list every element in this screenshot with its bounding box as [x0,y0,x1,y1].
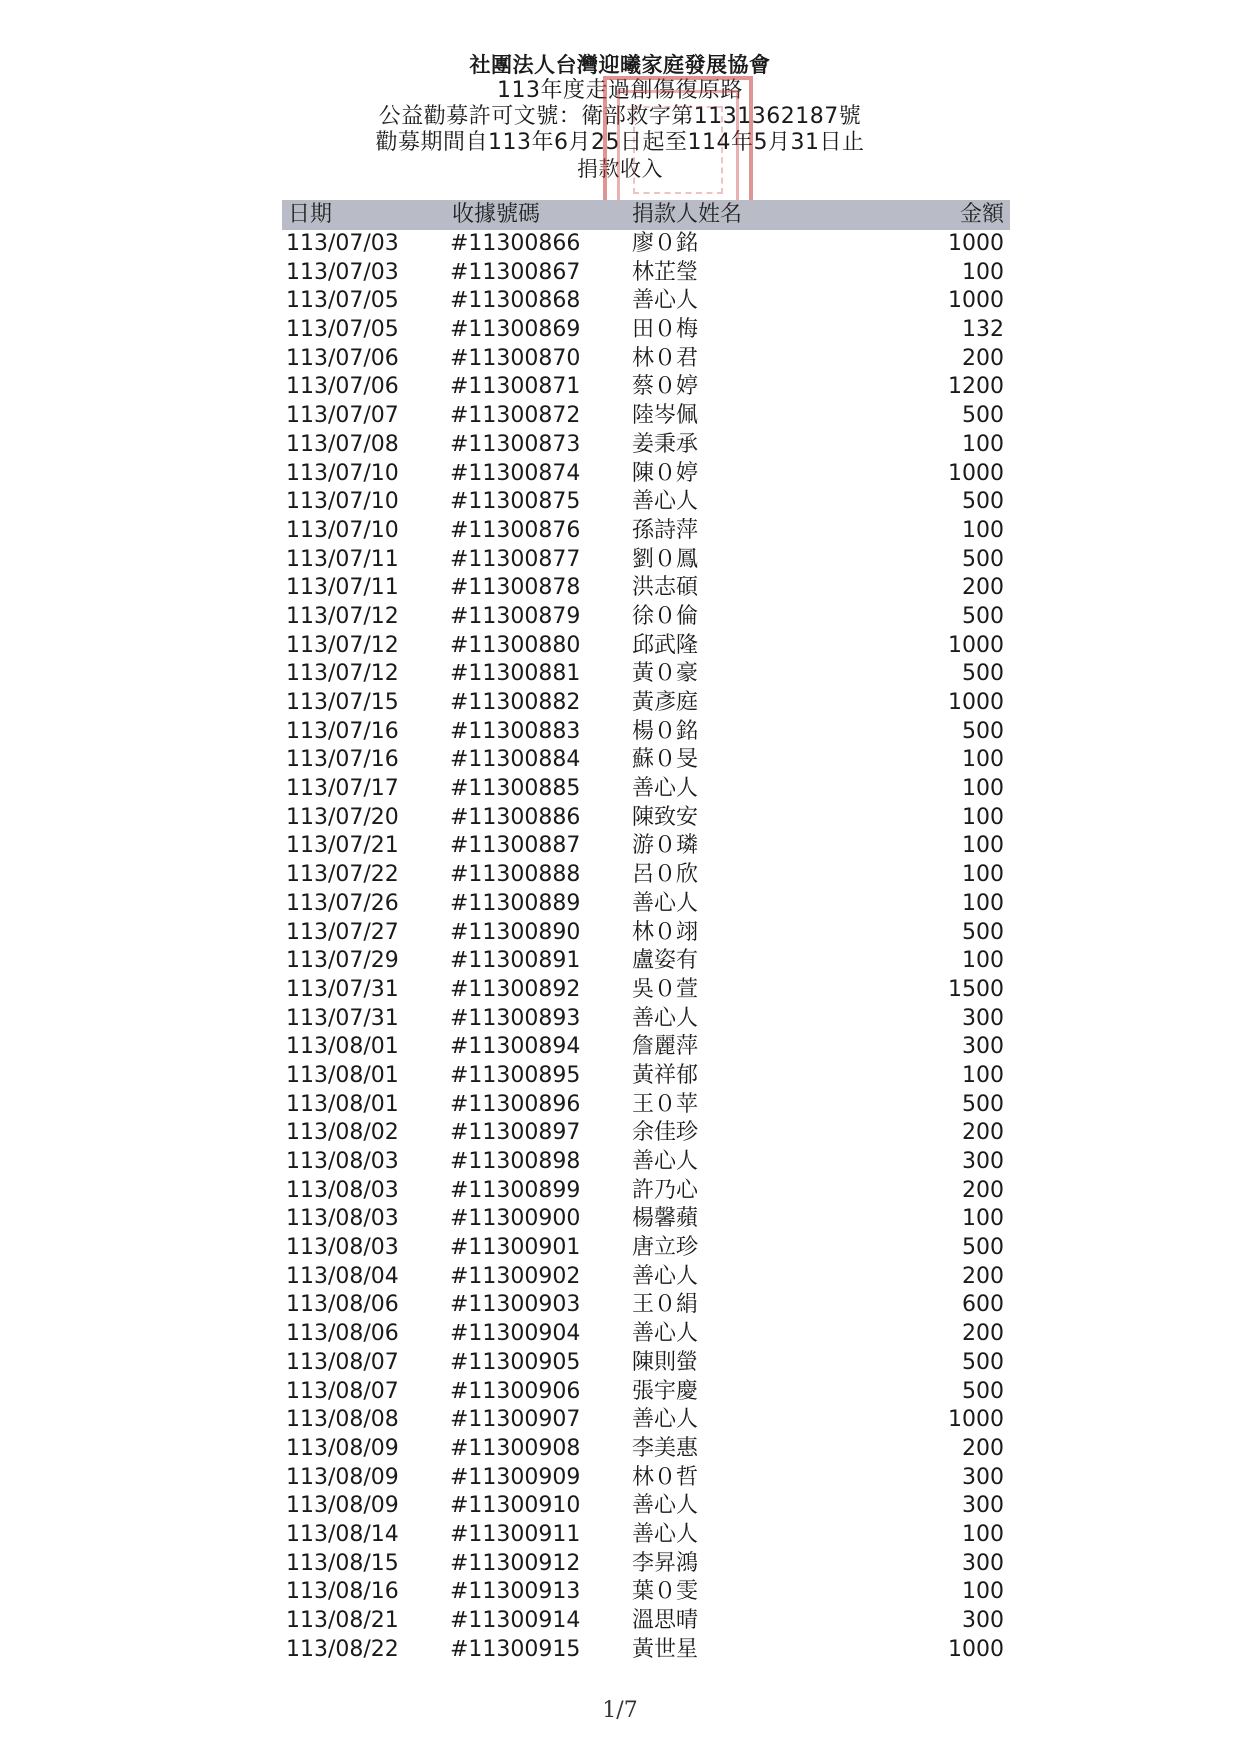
cell-receipt: #11300879 [450,603,581,629]
cell-date: 113/08/01 [286,1034,399,1060]
cell-amount: 300 [962,1034,1004,1060]
table-row [282,1234,1010,1263]
table-row [282,1435,1010,1464]
table-row [282,1091,1010,1120]
cell-date: 113/07/29 [286,948,399,974]
table-row [282,488,1010,517]
cell-date: 113/07/08 [286,431,399,457]
cell-receipt: #11300871 [450,374,581,400]
cell-receipt: #11300874 [450,460,581,486]
cell-amount: 100 [962,259,1004,285]
cell-donor: 善心人 [632,288,699,314]
cell-receipt: #11300912 [450,1550,581,1576]
cell-amount: 1000 [948,1407,1004,1433]
cell-date: 113/07/12 [286,661,399,687]
cell-date: 113/08/21 [286,1608,399,1633]
cell-date: 113/07/12 [286,603,399,629]
table-row [282,746,1010,775]
cell-receipt: #11300914 [450,1608,581,1633]
table-row [282,259,1010,288]
cell-receipt: #11300881 [450,661,581,687]
cell-donor: 呂０欣 [632,862,699,888]
table-row [282,345,1010,374]
table-row [282,603,1010,632]
cell-receipt: #11300883 [450,718,581,744]
cell-date: 113/08/07 [286,1378,399,1404]
table-row [282,1578,1010,1607]
cell-date: 113/07/27 [286,919,399,945]
cell-receipt: #11300908 [450,1435,581,1461]
cell-receipt: #11300902 [450,1263,581,1289]
table-row [282,1005,1010,1034]
cell-amount: 500 [962,919,1004,945]
cell-donor: 劉０鳳 [632,546,699,572]
cell-receipt: #11300890 [450,919,581,945]
table-header [282,200,1010,230]
table-row [282,373,1010,402]
cell-amount: 500 [962,1091,1004,1117]
cell-receipt: #11300866 [450,231,581,256]
cell-donor: 善心人 [632,489,699,515]
table-row [282,1263,1010,1292]
cell-date: 113/07/06 [286,374,399,400]
cell-date: 113/08/03 [286,1177,399,1203]
table-row [282,660,1010,689]
cell-amount: 200 [962,1435,1004,1461]
cell-amount: 1000 [948,288,1004,314]
cell-date: 113/07/05 [286,288,399,314]
cell-receipt: #11300900 [450,1206,581,1232]
cell-amount: 1500 [948,976,1004,1002]
cell-receipt: #11300869 [450,317,581,343]
cell-donor: 林芷瑩 [632,259,699,285]
table-row [282,1464,1010,1493]
cell-receipt: #11300889 [450,890,581,916]
cell-amount: 100 [962,833,1004,859]
cell-date: 113/08/06 [286,1292,399,1318]
table-row [282,804,1010,833]
table-row [282,402,1010,431]
fundraising-period: 勸募期間自113年6月25日起至114年5月31日止 [375,130,865,155]
cell-date: 113/07/26 [286,890,399,916]
cell-donor: 溫思晴 [632,1608,699,1633]
cell-amount: 500 [962,1349,1004,1375]
cell-donor: 善心人 [632,776,699,802]
cell-donor: 姜秉承 [632,431,699,457]
project-title: 113年度走過創傷復原路 [497,78,743,103]
cell-amount: 100 [962,1521,1004,1547]
cell-date: 113/07/10 [286,489,399,515]
page-number: 1/7 [602,1698,638,1723]
cell-amount: 200 [962,1120,1004,1146]
cell-donor: 善心人 [632,1321,699,1347]
table-row [282,1607,1010,1636]
table-row [282,632,1010,661]
table-row [282,1033,1010,1062]
cell-date: 113/07/11 [286,575,399,601]
cell-donor: 陳０婷 [632,460,699,486]
cell-date: 113/07/07 [286,403,399,429]
cell-donor: 善心人 [632,1149,699,1174]
column-header-date: 日期 [288,202,333,227]
cell-donor: 善心人 [632,1005,699,1031]
cell-receipt: #11300885 [450,776,581,802]
cell-amount: 100 [962,517,1004,543]
cell-donor: 徐０倫 [632,603,699,629]
cell-date: 113/07/31 [286,976,399,1002]
cell-date: 113/07/03 [286,259,399,285]
cell-donor: 楊０銘 [632,718,699,744]
cell-amount: 1000 [948,460,1004,486]
cell-date: 113/07/11 [286,546,399,572]
cell-amount: 300 [962,1608,1004,1633]
cell-date: 113/08/01 [286,1091,399,1117]
cell-amount: 200 [962,1263,1004,1289]
cell-amount: 300 [962,1493,1004,1519]
cell-date: 113/07/22 [286,862,399,888]
cell-date: 113/07/03 [286,231,399,256]
table-row [282,718,1010,747]
cell-amount: 600 [962,1292,1004,1318]
cell-receipt: #11300876 [450,517,581,543]
cell-receipt: #11300896 [450,1091,581,1117]
cell-amount: 500 [962,1378,1004,1404]
cell-donor: 蘇０旻 [632,747,699,773]
cell-donor: 林０翊 [632,919,699,945]
cell-amount: 100 [962,1206,1004,1232]
cell-donor: 詹麗萍 [632,1034,699,1060]
cell-donor: 張宇慶 [632,1378,699,1404]
table-body [282,230,1010,1664]
table-row [282,1378,1010,1407]
cell-receipt: #11300872 [450,403,581,429]
cell-receipt: #11300894 [450,1034,581,1060]
table-row [282,775,1010,804]
cell-date: 113/07/15 [286,690,399,715]
cell-date: 113/07/05 [286,317,399,343]
table-row [282,1550,1010,1579]
cell-amount: 1000 [948,690,1004,715]
cell-date: 113/08/15 [286,1550,399,1576]
cell-donor: 黃祥郁 [632,1062,699,1088]
table-row [282,316,1010,345]
table-row [282,517,1010,546]
table-row [282,1521,1010,1550]
column-header-donor: 捐款人姓名 [632,202,743,227]
cell-donor: 吳０萱 [632,976,699,1002]
donation-table [282,200,1010,1664]
cell-amount: 100 [962,431,1004,457]
cell-donor: 葉０雯 [632,1579,699,1605]
cell-date: 113/07/10 [286,460,399,486]
table-row [282,1291,1010,1320]
cell-receipt: #11300884 [450,747,581,773]
cell-donor: 林０哲 [632,1464,699,1490]
cell-receipt: #11300891 [450,948,581,974]
table-row [282,832,1010,861]
cell-amount: 200 [962,1177,1004,1203]
table-row [282,1406,1010,1435]
table-row [282,947,1010,976]
table-row [282,890,1010,919]
cell-amount: 300 [962,1464,1004,1490]
table-row [282,919,1010,948]
table-row [282,230,1010,259]
cell-donor: 王０苹 [632,1091,699,1117]
cell-amount: 100 [962,1579,1004,1605]
table-row [282,1636,1010,1665]
cell-date: 113/08/01 [286,1062,399,1088]
cell-donor: 洪志碩 [632,575,699,601]
cell-amount: 500 [962,603,1004,629]
cell-donor: 陳則螢 [632,1349,699,1375]
cell-date: 113/07/21 [286,833,399,859]
cell-date: 113/07/16 [286,747,399,773]
cell-receipt: #11300886 [450,804,581,830]
cell-date: 113/08/09 [286,1464,399,1490]
cell-amount: 500 [962,1235,1004,1261]
cell-date: 113/07/10 [286,517,399,543]
cell-amount: 100 [962,862,1004,888]
cell-donor: 陸岑佩 [632,403,699,429]
cell-receipt: #11300903 [450,1292,581,1318]
cell-date: 113/08/06 [286,1321,399,1347]
cell-donor: 孫詩萍 [632,517,699,543]
cell-date: 113/08/03 [286,1206,399,1232]
table-row [282,431,1010,460]
cell-donor: 李美惠 [632,1435,699,1461]
cell-date: 113/08/14 [286,1521,399,1547]
cell-amount: 300 [962,1149,1004,1174]
cell-amount: 100 [962,890,1004,916]
table-row [282,1177,1010,1206]
cell-donor: 盧姿有 [632,948,699,974]
cell-receipt: #11300913 [450,1579,581,1605]
cell-donor: 邱武隆 [632,632,699,658]
cell-amount: 100 [962,747,1004,773]
table-row [282,1148,1010,1177]
cell-donor: 許乃心 [632,1177,699,1203]
cell-date: 113/08/03 [286,1235,399,1261]
cell-amount: 500 [962,489,1004,515]
cell-date: 113/07/17 [286,776,399,802]
cell-date: 113/07/20 [286,804,399,830]
cell-date: 113/08/03 [286,1149,399,1174]
table-row [282,976,1010,1005]
cell-donor: 黃０豪 [632,661,699,687]
cell-date: 113/08/07 [286,1349,399,1375]
cell-receipt: #11300893 [450,1005,581,1031]
cell-donor: 楊馨蘋 [632,1206,699,1232]
cell-date: 113/08/22 [286,1636,399,1662]
cell-amount: 500 [962,546,1004,572]
cell-amount: 1000 [948,1636,1004,1662]
table-row [282,460,1010,489]
cell-receipt: #11300880 [450,632,581,658]
cell-donor: 蔡０婷 [632,374,699,400]
cell-receipt: #11300901 [450,1235,581,1261]
organization-name: 社團法人台灣迎曦家庭發展協會 [469,53,771,77]
table-row [282,689,1010,718]
cell-receipt: #11300888 [450,862,581,888]
section-title: 捐款收入 [577,157,663,181]
cell-receipt: #11300915 [450,1636,581,1662]
cell-amount: 100 [962,776,1004,802]
cell-donor: 善心人 [632,1521,699,1547]
cell-receipt: #11300906 [450,1378,581,1404]
cell-receipt: #11300868 [450,288,581,314]
cell-date: 113/08/02 [286,1120,399,1146]
cell-receipt: #11300905 [450,1349,581,1375]
cell-donor: 黃彥庭 [632,690,699,715]
table-row [282,1205,1010,1234]
cell-receipt: #11300877 [450,546,581,572]
cell-date: 113/08/08 [286,1407,399,1433]
cell-date: 113/07/16 [286,718,399,744]
cell-receipt: #11300897 [450,1120,581,1146]
table-row [282,574,1010,603]
cell-receipt: #11300870 [450,345,581,371]
cell-receipt: #11300892 [450,976,581,1002]
table-row [282,1119,1010,1148]
cell-amount: 300 [962,1005,1004,1031]
table-row [282,546,1010,575]
cell-donor: 余佳珍 [632,1120,699,1146]
cell-donor: 善心人 [632,890,699,916]
cell-donor: 唐立珍 [632,1235,699,1261]
table-row [282,861,1010,890]
cell-donor: 林０君 [632,345,699,371]
cell-receipt: #11300907 [450,1407,581,1433]
cell-amount: 500 [962,661,1004,687]
cell-amount: 1000 [948,231,1004,256]
cell-date: 113/08/09 [286,1493,399,1519]
table-row [282,287,1010,316]
cell-donor: 黃世星 [632,1636,699,1662]
cell-donor: 李昇鴻 [632,1550,699,1576]
cell-amount: 300 [962,1550,1004,1576]
cell-receipt: #11300882 [450,690,581,715]
cell-receipt: #11300895 [450,1062,581,1088]
cell-amount: 200 [962,1321,1004,1347]
cell-receipt: #11300867 [450,259,581,285]
document-header [0,52,1240,182]
cell-donor: 陳致安 [632,804,699,830]
cell-receipt: #11300875 [450,489,581,515]
cell-receipt: #11300899 [450,1177,581,1203]
cell-donor: 善心人 [632,1407,699,1433]
cell-amount: 100 [962,1062,1004,1088]
cell-date: 113/08/04 [286,1263,399,1289]
cell-date: 113/07/31 [286,1005,399,1031]
cell-amount: 500 [962,403,1004,429]
cell-donor: 王０絹 [632,1292,699,1318]
column-header-amount: 金額 [959,202,1004,227]
cell-amount: 1200 [948,374,1004,400]
cell-donor: 善心人 [632,1493,699,1519]
table-row [282,1320,1010,1349]
column-header-receipt: 收據號碼 [452,202,541,227]
cell-donor: 善心人 [632,1263,699,1289]
cell-date: 113/07/06 [286,345,399,371]
cell-receipt: #11300898 [450,1149,581,1174]
table-row [282,1062,1010,1091]
cell-receipt: #11300873 [450,431,581,457]
cell-amount: 500 [962,718,1004,744]
permit-number: 公益勸募許可文號：衛部救字第1131362187號 [378,104,862,129]
cell-amount: 100 [962,804,1004,830]
cell-receipt: #11300904 [450,1321,581,1347]
cell-amount: 100 [962,948,1004,974]
cell-amount: 200 [962,575,1004,601]
table-row [282,1349,1010,1378]
cell-date: 113/07/12 [286,632,399,658]
cell-amount: 1000 [948,632,1004,658]
cell-receipt: #11300887 [450,833,581,859]
table-row [282,1492,1010,1521]
cell-donor: 廖０銘 [632,231,699,256]
cell-donor: 游０璘 [632,833,699,859]
cell-amount: 200 [962,345,1004,371]
cell-receipt: #11300909 [450,1464,581,1490]
cell-amount: 132 [962,317,1004,343]
cell-donor: 田０梅 [632,317,699,343]
cell-receipt: #11300911 [450,1521,581,1547]
cell-date: 113/08/16 [286,1579,399,1605]
cell-receipt: #11300878 [450,575,581,601]
cell-date: 113/08/09 [286,1435,399,1461]
cell-receipt: #11300910 [450,1493,581,1519]
